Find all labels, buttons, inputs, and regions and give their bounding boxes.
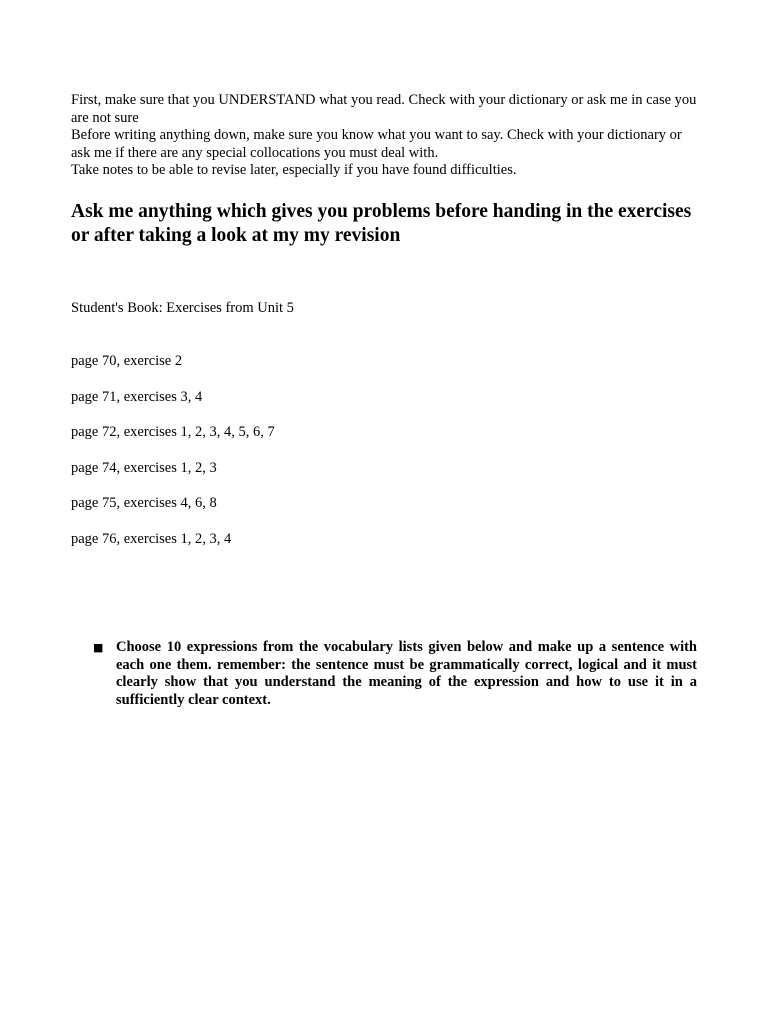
exercise-item: page 70, exercise 2	[71, 353, 183, 369]
instruction-understand: First, make sure that you UNDERSTAND what you read. Check with your dictionary or ask me in case you are not sure	[71, 92, 697, 126]
exercise-item: page 76, exercises 1, 2, 3, 4	[71, 530, 232, 547]
students-book-heading: Student's Book: Exercises from Unit 5	[71, 299, 294, 316]
exercise-list	[71, 353, 697, 548]
instructions-paragraph	[71, 92, 697, 180]
instruction-notes: Take notes to be able to revise later, especially if you have found difficulties.	[71, 162, 517, 178]
exercise-item: page 74, exercises 1, 2, 3	[71, 459, 217, 476]
document-page	[71, 92, 697, 566]
vocabulary-task	[93, 639, 697, 709]
vocabulary-task-text: Choose 10 expressions from the vocabulary lists given below and make up a sentence with each one them. remember: the sentence must be grammatically correct, logical and it must clearly show that you understand the meaning of the expression and how to use it in a sufficiently clear context.	[116, 639, 697, 708]
headline: Ask me anything which gives you problems before handing in the exercises or after taking a look at my my revision	[71, 200, 692, 246]
exercise-item: page 72, exercises 1, 2, 3, 4, 5, 6, 7	[71, 424, 275, 440]
square-bullet-icon: ■	[93, 641, 104, 654]
instruction-writing: Before writing anything down, make sure you know what you want to say. Check with your dictionary or ask me if there are any special collocations you must deal with.	[71, 127, 682, 161]
exercise-item: page 75, exercises 4, 6, 8	[71, 495, 217, 511]
exercise-item: page 71, exercises 3, 4	[71, 388, 203, 405]
